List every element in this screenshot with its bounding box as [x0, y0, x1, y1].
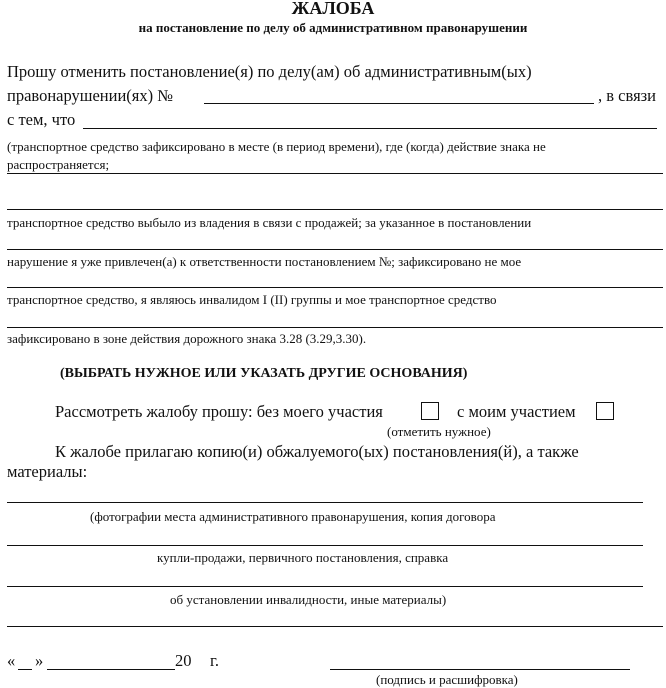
participation-label: Рассмотреть жалобу прошу: без моего участия — [55, 402, 383, 421]
date-year-suffix: г. — [210, 651, 220, 670]
attachments-line-1: К жалобе прилагаю копию(и) обжалуемого(ых) постановления(й), а также — [55, 442, 579, 461]
reason-line-1[interactable] — [7, 173, 663, 174]
reason-text-4: нарушение я уже привлечен(а) к ответственности постановлением №; зафиксировано не мое — [7, 254, 522, 269]
attachment-line-3[interactable] — [7, 586, 643, 587]
request-line-1: Прошу отменить постановление(я) по делу(ам) об административным(ых) — [7, 62, 532, 81]
reason-line-5[interactable] — [7, 327, 663, 328]
reason-line-2[interactable] — [7, 209, 663, 210]
reason-line-4[interactable] — [7, 287, 663, 288]
reason-text-1: (транспортное средство зафиксировано в месте (в период времени), где (когда) действие знака не — [7, 139, 546, 154]
reason-text-6: зафиксировано в зоне действия дорожного знака 3.28 (3.29,3.30). — [7, 331, 367, 346]
reason-line-3[interactable] — [7, 249, 663, 250]
with-me-label: с моим участием — [457, 402, 576, 421]
participation-hint: (отметить нужное) — [387, 424, 491, 439]
date-year-prefix: 20 — [175, 651, 192, 670]
reason-text-2: распространяется; — [7, 157, 110, 172]
attachment-line-2[interactable] — [7, 545, 643, 546]
reason-text-3: транспортное средство выбыло из владения в связи с продажей; за указанное в постановлении — [7, 215, 532, 230]
document-title: ЖАЛОБА — [291, 0, 375, 18]
document-subtitle: на постановление по делу об административном правонарушении — [138, 20, 528, 35]
reason-field[interactable] — [83, 128, 657, 129]
without-me-checkbox[interactable] — [421, 402, 439, 420]
signature-hint: (подпись и расшифровка) — [376, 672, 518, 687]
request-line-2-start: правонарушении(ях) № — [7, 86, 173, 105]
request-line-2-end: , в связи — [598, 86, 656, 105]
choose-note: (ВЫБРАТЬ НУЖНОЕ ИЛИ УКАЗАТЬ ДРУГИЕ ОСНОВАНИЯ) — [60, 366, 468, 381]
with-me-checkbox[interactable] — [596, 402, 614, 420]
date-quote-close: » — [35, 651, 44, 670]
request-line-3-start: с тем, что — [7, 110, 76, 129]
date-quote-open: « — [7, 651, 16, 670]
attachment-line-4[interactable] — [7, 626, 663, 627]
date-day-field[interactable] — [18, 669, 32, 670]
attachments-line-2: материалы: — [7, 462, 88, 481]
attachment-hint-1: (фотографии места административного правонарушения, копия договора — [90, 509, 496, 524]
case-number-field[interactable] — [204, 103, 594, 104]
date-month-field[interactable] — [47, 669, 175, 670]
attachment-hint-3: об установлении инвалидности, иные материалы) — [170, 592, 447, 607]
attachment-line-1[interactable] — [7, 502, 643, 503]
reason-text-5: транспортное средство, я являюсь инвалидом I (II) группы и мое транспортное средство — [7, 292, 497, 307]
attachment-hint-2: купли-продажи, первичного постановления, справка — [157, 550, 449, 565]
signature-field[interactable] — [330, 669, 630, 670]
